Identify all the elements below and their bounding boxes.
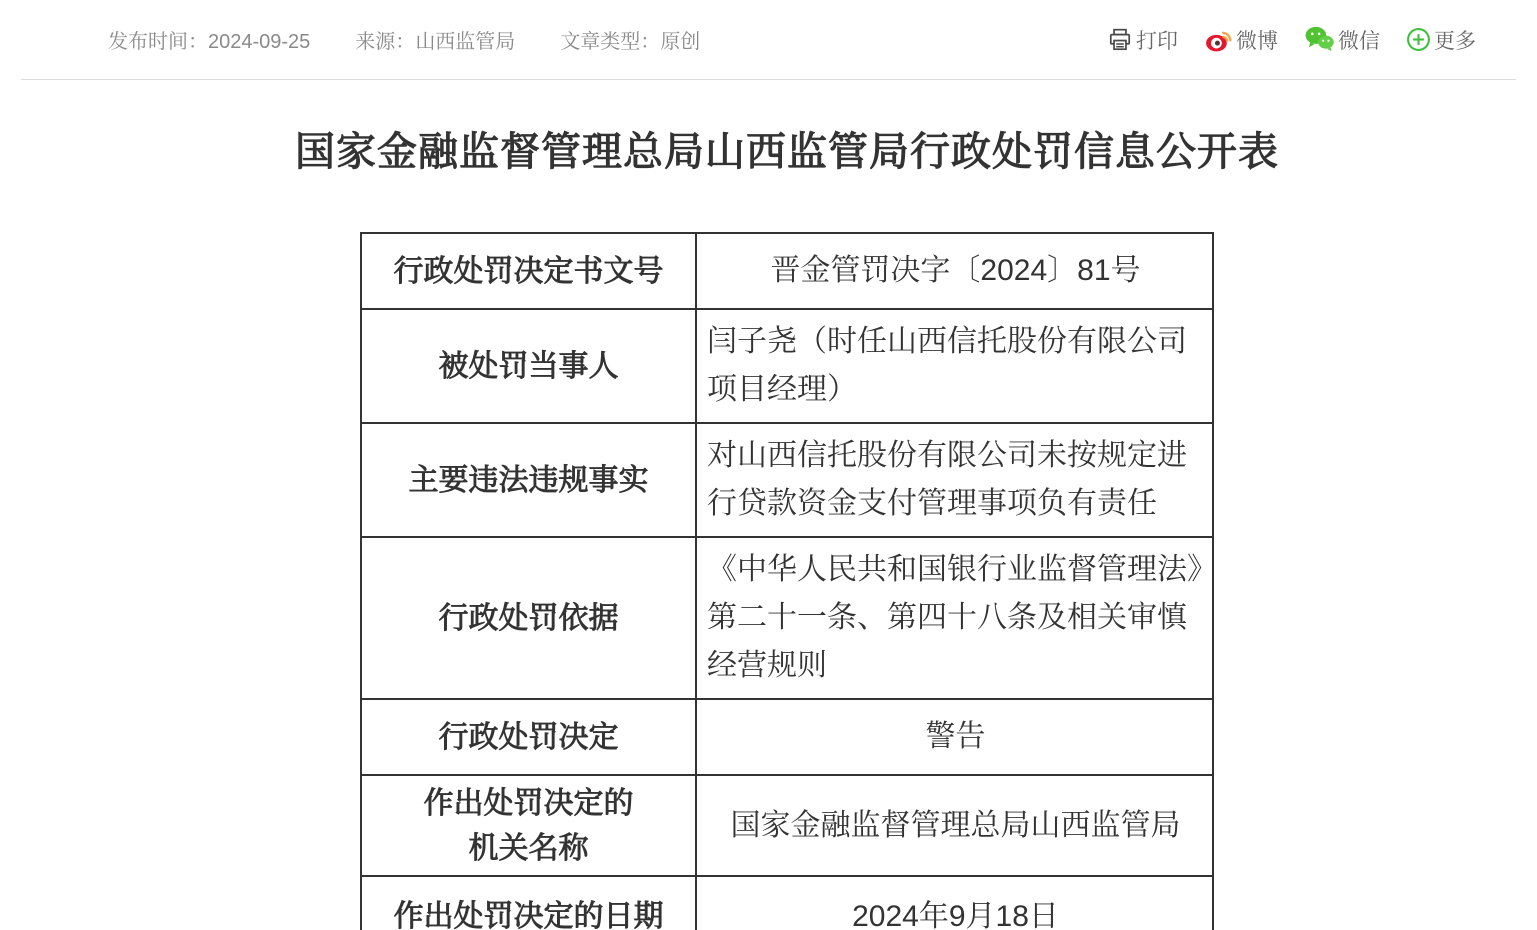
weibo-share-button[interactable] bbox=[1204, 25, 1278, 55]
article-type bbox=[560, 25, 700, 54]
table-row bbox=[361, 233, 1213, 309]
row-label-line-1: 作出处罚决定的 bbox=[423, 786, 634, 820]
page-container bbox=[21, 0, 1516, 930]
more-share-button[interactable] bbox=[1406, 25, 1476, 55]
weibo-icon bbox=[1204, 25, 1233, 54]
row-value: 闫子尧（时任山西信托股份有限公司项目经理） bbox=[696, 309, 1213, 423]
row-value: 《中华人民共和国银行业监督管理法》第二十一条、第四十八条及相关审慎经营规则 bbox=[696, 537, 1213, 699]
publish-time-label: 发布时间： bbox=[108, 31, 208, 53]
row-label: 被处罚当事人 bbox=[361, 309, 696, 423]
wechat-share-button[interactable] bbox=[1304, 24, 1380, 55]
row-label: 行政处罚决定书文号 bbox=[361, 233, 696, 309]
row-label: 作出处罚决定的日期 bbox=[361, 876, 696, 930]
more-label: 更多 bbox=[1434, 29, 1476, 53]
table-row bbox=[361, 775, 1213, 876]
table-row bbox=[361, 876, 1213, 930]
share-toolbar bbox=[1107, 24, 1516, 55]
meta-bar bbox=[21, 0, 1516, 80]
row-value: 国家金融监督管理总局山西监管局 bbox=[696, 775, 1213, 876]
source-value: 山西监管局 bbox=[415, 31, 516, 53]
source bbox=[355, 25, 515, 54]
page-title: 国家金融监督管理总局山西监管局行政处罚信息公开表 bbox=[295, 130, 1279, 174]
row-label: 行政处罚决定 bbox=[361, 699, 696, 775]
wechat-label: 微信 bbox=[1338, 29, 1380, 53]
article-type-label: 文章类型： bbox=[560, 31, 661, 53]
row-value: 晋金管罚决字〔2024〕81号 bbox=[696, 233, 1213, 309]
plus-circle-icon bbox=[1406, 27, 1431, 52]
printer-icon bbox=[1107, 27, 1133, 53]
publish-time-value: 2024-09-25 bbox=[208, 31, 311, 53]
print-button[interactable] bbox=[1107, 25, 1178, 55]
table-row bbox=[361, 423, 1213, 537]
row-label bbox=[361, 775, 696, 876]
row-value: 警告 bbox=[696, 699, 1213, 775]
table-row bbox=[361, 309, 1213, 423]
article-type-value: 原创 bbox=[660, 31, 701, 53]
row-value: 2024年9月18日 bbox=[696, 876, 1213, 930]
penalty-table bbox=[360, 232, 1214, 930]
table-row bbox=[361, 537, 1213, 699]
row-value: 对山西信托股份有限公司未按规定进行贷款资金支付管理事项负有责任 bbox=[696, 423, 1213, 537]
print-label: 打印 bbox=[1136, 29, 1178, 53]
source-label: 来源： bbox=[355, 31, 416, 53]
row-label: 主要违法违规事实 bbox=[361, 423, 696, 537]
table-row bbox=[361, 699, 1213, 775]
row-label-line-2: 机关名称 bbox=[468, 831, 589, 865]
article-meta bbox=[21, 25, 700, 54]
article-content bbox=[58, 120, 1516, 930]
wechat-icon bbox=[1304, 24, 1335, 55]
weibo-label: 微博 bbox=[1236, 29, 1278, 53]
publish-time bbox=[108, 25, 310, 54]
row-label: 行政处罚依据 bbox=[361, 537, 696, 699]
